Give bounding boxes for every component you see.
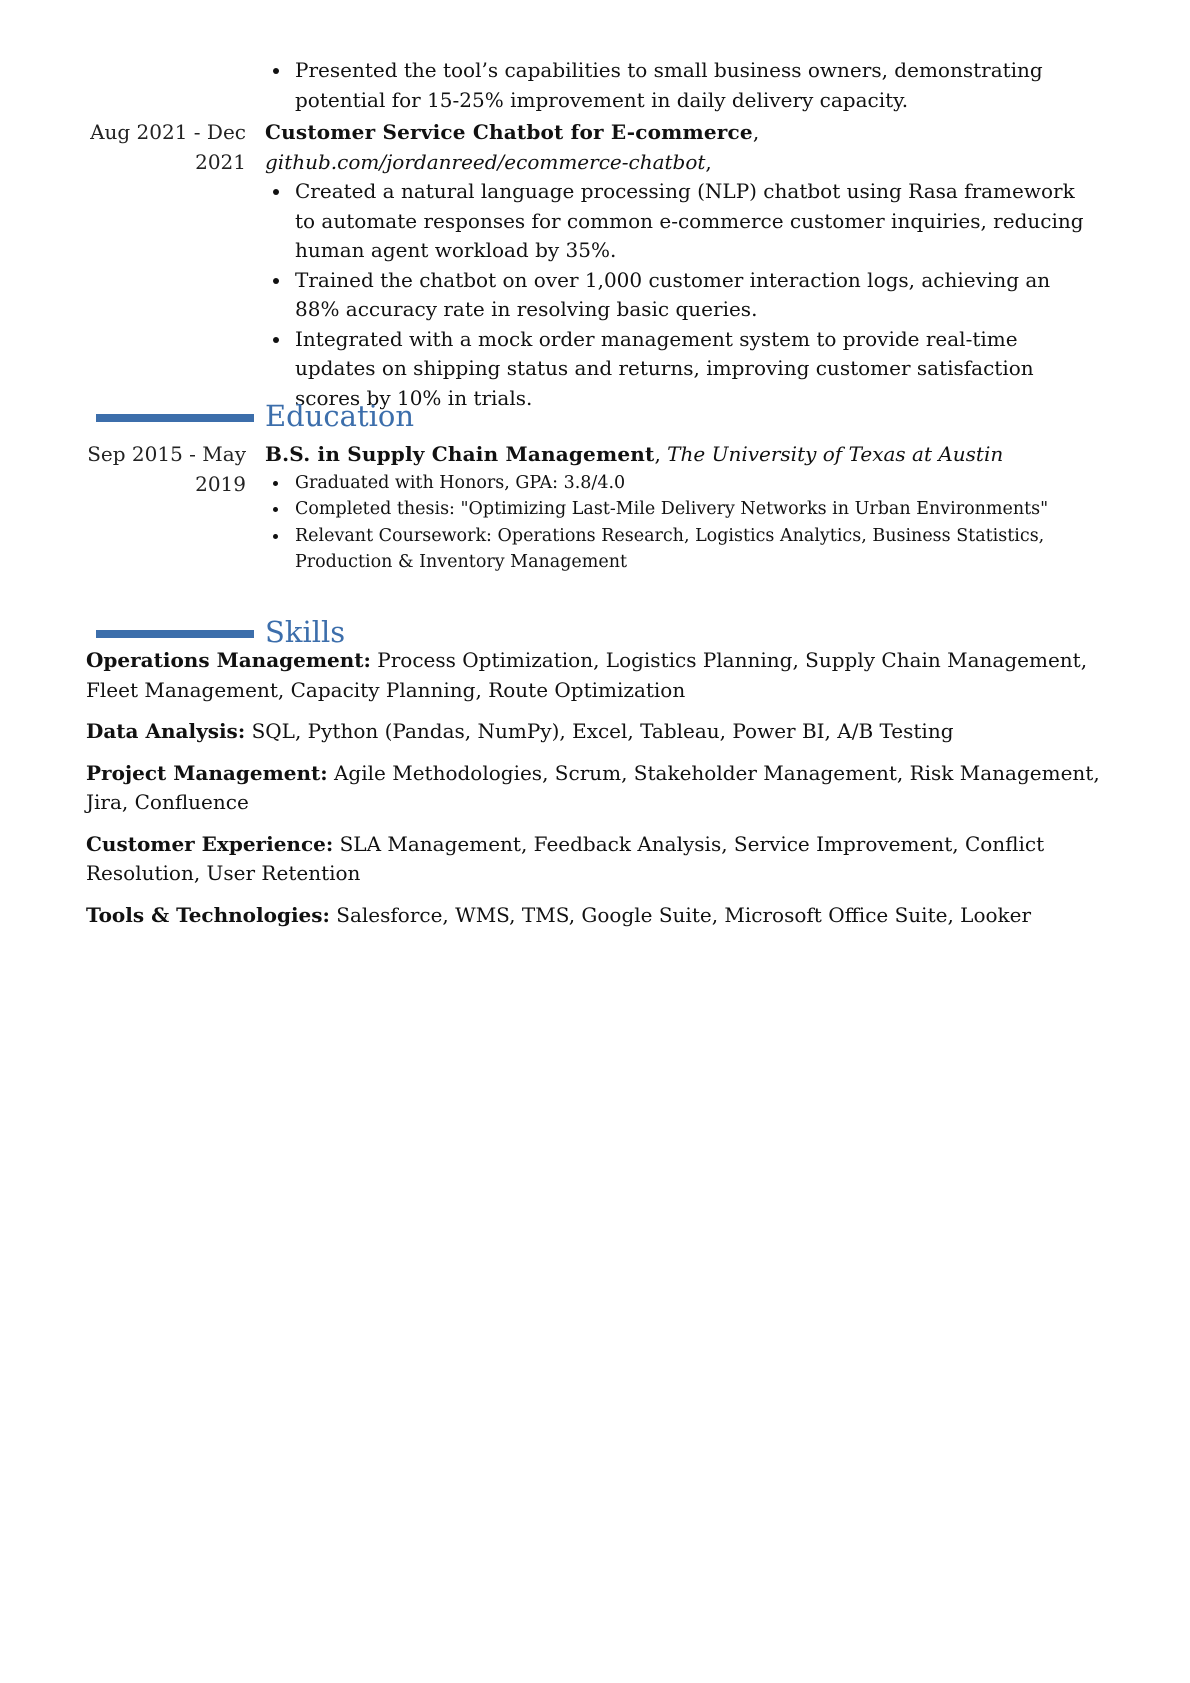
education-entry [265,440,1095,576]
skill-category: Data Analysis: [86,719,246,743]
skill-row [86,717,1106,747]
skill-items: Agile Methodologies, Scrum, Stakeholder Management, Risk Management, Jira, Confluence [86,760,1100,814]
chatbot-bullet-list [265,177,1095,413]
skill-row [86,759,1106,818]
skill-category: Tools & Technologies: [86,902,330,927]
degree-separator: , [654,442,668,466]
list-item: Graduated with Honors, GPA: 3.8/4.0 [265,470,1095,497]
chatbot-project [265,118,1095,413]
list-item: Trained the chatbot on over 1,000 customer interaction logs, achieving an 88% accuracy rate in resolving basic queries. [265,266,1095,325]
title-separator: , [752,120,760,144]
education-header [265,440,1095,470]
skill-row [86,830,1106,889]
skill-category: Project Management: [86,760,328,785]
list-item: Completed thesis: "Optimizing Last-Mile Delivery Networks in Urban Environments" [265,496,1095,523]
list-item: Integrated with a mock order management system to provide real-time updates on shipping status and returns, improving customer satisfaction scores by 10% in trials. [265,325,1095,414]
skill-row [86,901,1106,931]
skill-row [86,646,1106,705]
previous-project-bullets [265,56,1095,115]
project-link[interactable]: github.com/jordanreed/ecommerce-chatbot [265,149,706,174]
project-title: Customer Service Chatbot for E-commerce [265,120,753,144]
skill-items: Process Optimization, Logistics Planning, Supply Chain Management, Fleet Management, Capacity Planning, Route Optimization [86,648,1088,702]
trailing-comma: , [705,149,712,174]
section-title: Education [265,399,415,433]
section-title: Skills [265,615,346,649]
section-accent-bar [96,414,254,422]
school-name: The University of Texas at Austin [667,442,1004,466]
education-bullet-list [265,470,1095,576]
degree-title: B.S. in Supply Chain Management [265,442,655,466]
skill-items: Salesforce, WMS, TMS, Google Suite, Microsoft Office Suite, Looker [336,902,1032,927]
skill-items: SLA Management, Feedback Analysis, Service Improvement, Conflict Resolution, User Retention [86,831,1045,885]
list-item: Created a natural language processing (NLP) chatbot using Rasa framework to automate responses for common e-commerce customer inquiries, reducing human agent workload by 35%. [265,177,1095,266]
skill-items: SQL, Python (Pandas, NumPy), Excel, Tableau, Power BI, A/B Testing [251,719,954,743]
section-accent-bar [96,630,254,638]
skills-list [86,646,1106,942]
education-date: Sep 2015 - May 2019 [87,442,246,496]
skill-category: Operations Management: [86,648,371,672]
list-item: Presented the tool’s capabilities to small business owners, demonstrating potential for 15-25% improvement in daily delivery capacity. [265,56,1095,115]
previous-project-bullet-list [265,56,1095,115]
chatbot-project-header [265,118,1095,177]
chatbot-project-date: Aug 2021 - Dec 2021 [90,120,246,174]
skill-category: Customer Experience: [86,831,334,856]
list-item: Relevant Coursework: Operations Research, Logistics Analytics, Business Statistics, Production & Inventory Management [265,523,1095,576]
